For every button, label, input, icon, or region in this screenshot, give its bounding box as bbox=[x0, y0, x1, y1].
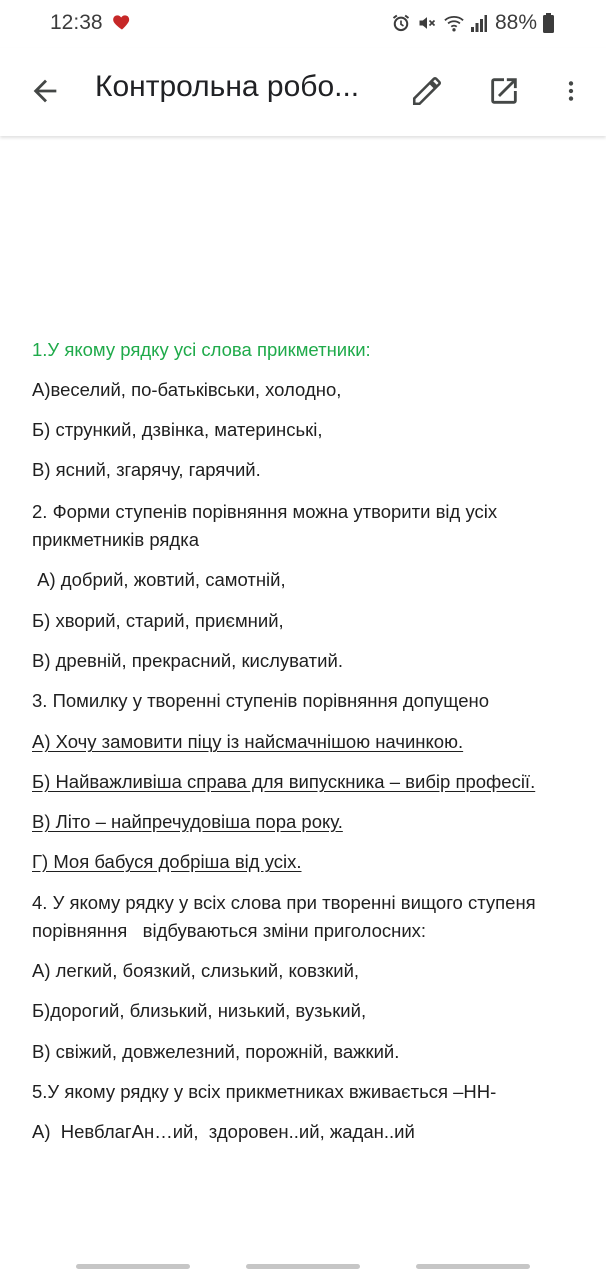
back-arrow-icon[interactable] bbox=[28, 74, 62, 108]
question-2-heading-line-1: 2. Форми ступенів порівняння можна утворити від усіх bbox=[32, 501, 498, 522]
edit-pencil-icon[interactable] bbox=[410, 74, 444, 108]
question-4-option-b: Б)дорогий, близький, низький, вузький, bbox=[32, 1000, 367, 1021]
question-4-option-a: А) легкий, боязкий, слизький, ковзкий, bbox=[32, 960, 360, 981]
wifi-icon bbox=[443, 13, 465, 33]
question-4-heading-line-2: порівняння відбуваються зміни приголосних: bbox=[32, 920, 427, 941]
battery-percent: 88% bbox=[494, 11, 537, 34]
alarm-icon bbox=[391, 13, 411, 33]
question-1-option-b: Б) стрункий, дзвінка, материнські, bbox=[32, 419, 323, 440]
question-2-option-a: А) добрий, жовтий, самотній, bbox=[32, 569, 286, 590]
document-body bbox=[0, 136, 606, 1236]
more-vert-icon[interactable] bbox=[558, 74, 584, 108]
question-3-heading: 3. Помилку у творенні ступенів порівняння допущено bbox=[32, 690, 490, 711]
nav-pill-right[interactable] bbox=[416, 1264, 530, 1269]
question-3-option-c: В) Літо – найпречудовіша пора року. bbox=[32, 811, 343, 832]
question-2-option-b: Б) хворий, старий, приємний, bbox=[32, 610, 284, 631]
question-5-option-a: А) НевблагАн…ий, здоровен..ий, жадан..ий bbox=[32, 1121, 415, 1142]
question-4-heading-line-1: 4. У якому рядку у всіх слова при творенні вищого ступеня bbox=[32, 892, 536, 913]
nav-pill-home[interactable] bbox=[246, 1264, 360, 1269]
mute-icon bbox=[417, 13, 437, 33]
question-1-heading: 1.У якому рядку усі слова прикметники: bbox=[32, 339, 371, 360]
question-3-option-a: А) Хочу замовити піцу із найсмачнішою начинкою. bbox=[32, 731, 464, 752]
document-title: Контрольна робо... bbox=[95, 70, 360, 103]
app-bar bbox=[0, 48, 606, 136]
status-time: 12:38 bbox=[50, 11, 103, 34]
question-2-option-c: В) древній, прекрасний, кислуватий. bbox=[32, 650, 343, 671]
question-5-heading: 5.У якому рядку у всіх прикметниках вживається –НН- bbox=[32, 1081, 497, 1102]
nav-pill-left[interactable] bbox=[76, 1264, 190, 1269]
question-1-option-a: А)веселий, по-батьківськи, холодно, bbox=[32, 379, 342, 400]
question-3-option-b: Б) Найважливіша справа для випускника – вибір професії. bbox=[32, 771, 536, 792]
battery-icon bbox=[543, 13, 554, 33]
question-2-heading-line-2: прикметників рядка bbox=[32, 529, 200, 550]
question-1-option-c: В) ясний, згарячу, гарячий. bbox=[32, 459, 261, 480]
question-3-option-d: Г) Моя бабуся добріша від усіх. bbox=[32, 851, 302, 872]
open-external-icon[interactable] bbox=[487, 74, 521, 108]
question-4-option-c: В) свіжий, довжелезний, порожній, важкий. bbox=[32, 1041, 400, 1062]
status-bar bbox=[0, 0, 606, 48]
gesture-nav-bar bbox=[0, 1254, 606, 1280]
signal-icon bbox=[471, 14, 487, 32]
status-icons bbox=[391, 10, 554, 36]
heart-icon bbox=[112, 12, 132, 32]
